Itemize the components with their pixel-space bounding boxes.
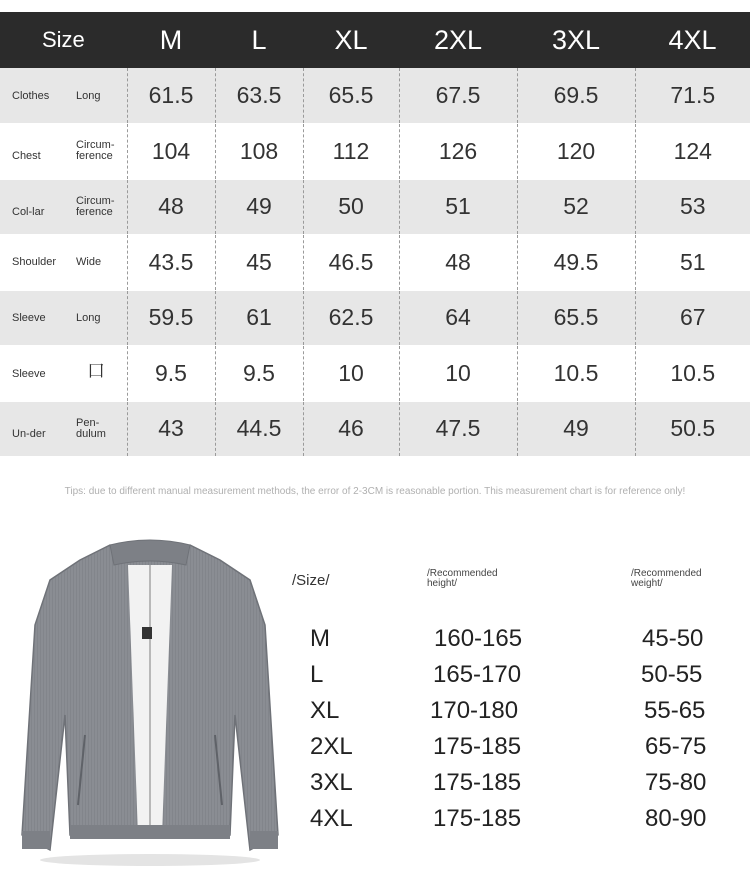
cell: 9.5 (215, 346, 303, 402)
cell: 46.5 (303, 235, 399, 291)
cell: 43.5 (127, 235, 215, 291)
cell: 10 (399, 346, 517, 402)
cell: 120 (517, 124, 635, 180)
label-sub: Long (76, 311, 101, 324)
measurement-tips: Tips: due to different manual measurement methods, the error of 2-3CM is reasonable portion. This measurement chart is for reference only! (64, 486, 686, 497)
rec-row (290, 733, 750, 769)
label-sub: Circum-ference (76, 139, 115, 163)
label-main: Chest (12, 150, 41, 163)
rec-row (290, 625, 750, 661)
cell: 49 (215, 179, 303, 235)
rec-weight: 55-65 (644, 697, 706, 724)
cell: 59.5 (127, 290, 215, 346)
rec-height: 170-180 (430, 697, 519, 724)
cell: 49 (517, 401, 635, 457)
rec-height: 175-185 (433, 805, 522, 832)
cell: 65.5 (517, 290, 635, 346)
cell: 67.5 (399, 68, 517, 124)
rec-size: M (310, 625, 330, 652)
cell: 65.5 (303, 68, 399, 124)
header-size-label: Size (0, 12, 127, 68)
rec-weight: 75-80 (645, 769, 707, 796)
row-label (0, 124, 127, 180)
cell: 53 (635, 179, 750, 235)
row-sleeve-long (0, 290, 750, 346)
cell: 61.5 (127, 68, 215, 124)
label-sub: Circum-ference (76, 194, 115, 218)
header-size-l: L (215, 12, 303, 68)
cell: 43 (127, 401, 215, 457)
cell: 10 (303, 346, 399, 402)
cell: 47.5 (399, 401, 517, 457)
rec-weight: 80-90 (645, 805, 707, 832)
cell: 52 (517, 179, 635, 235)
row-collar (0, 179, 750, 235)
rec-weight: 65-75 (645, 733, 707, 760)
row-shoulder (0, 235, 750, 291)
header-size-xl: XL (303, 12, 399, 68)
cell: 44.5 (215, 401, 303, 457)
cell: 50 (303, 179, 399, 235)
rec-weight: 45-50 (642, 625, 704, 652)
cell: 45 (215, 235, 303, 291)
label-sub: Long (76, 89, 101, 102)
row-label (0, 346, 127, 402)
label-sub: 口 (87, 361, 105, 382)
row-label (0, 68, 127, 124)
rec-height: 165-170 (433, 661, 522, 688)
rec-size: XL (310, 697, 340, 724)
row-under-pendulum (0, 401, 750, 457)
label-main: Sleeve (12, 311, 46, 324)
cell: 112 (303, 124, 399, 180)
cell: 69.5 (517, 68, 635, 124)
cell: 51 (635, 235, 750, 291)
cell: 46 (303, 401, 399, 457)
label-main: Un-der (12, 427, 46, 440)
rec-header-height: /Recommended height/ (427, 568, 498, 589)
rec-row (290, 805, 750, 841)
rec-size: L (310, 661, 324, 688)
cell: 10.5 (635, 346, 750, 402)
rec-header-weight: /Recommended weight/ (631, 568, 702, 589)
cell: 48 (399, 235, 517, 291)
cell: 104 (127, 124, 215, 180)
cell: 63.5 (215, 68, 303, 124)
label-sub: Pen-dulum (76, 416, 106, 440)
label-main: Clothes (12, 89, 50, 102)
cell: 126 (399, 124, 517, 180)
header-size-m: M (127, 12, 215, 68)
cell: 51 (399, 179, 517, 235)
rec-size: 3XL (310, 769, 353, 796)
row-label (0, 179, 127, 235)
recommendation-table (290, 565, 750, 865)
row-label (0, 401, 127, 457)
cell: 48 (127, 179, 215, 235)
cell: 124 (635, 124, 750, 180)
cell: 67 (635, 290, 750, 346)
cell: 50.5 (635, 401, 750, 457)
jacket-illustration (10, 535, 290, 870)
cell: 10.5 (517, 346, 635, 402)
row-label (0, 235, 127, 291)
rec-weight: 50-55 (641, 661, 703, 688)
rec-row (290, 697, 750, 733)
cell: 62.5 (303, 290, 399, 346)
header-size-3xl: 3XL (517, 12, 635, 68)
cell: 9.5 (127, 346, 215, 402)
row-label (0, 290, 127, 346)
cell: 61 (215, 290, 303, 346)
rec-height: 175-185 (433, 769, 522, 796)
rec-height: 175-185 (433, 733, 522, 760)
rec-size: 2XL (310, 733, 353, 760)
rec-row (290, 769, 750, 805)
cell: 108 (215, 124, 303, 180)
cell: 49.5 (517, 235, 635, 291)
rec-size: 4XL (310, 805, 353, 832)
header-size-2xl: 2XL (399, 12, 517, 68)
label-main: Sleeve (12, 368, 46, 381)
row-chest (0, 124, 750, 180)
row-clothes-long (0, 68, 750, 124)
label-main: Col-lar (12, 205, 45, 218)
label-sub: Wide (76, 256, 102, 269)
rec-header-size: /Size/ (292, 572, 330, 589)
row-sleeve-cuff (0, 346, 750, 402)
size-chart-header (0, 12, 750, 68)
cell: 64 (399, 290, 517, 346)
rec-height: 160-165 (434, 625, 523, 652)
size-chart-table (0, 12, 750, 457)
rec-row (290, 661, 750, 697)
cell: 71.5 (635, 68, 750, 124)
label-main: Shoulder (12, 256, 57, 269)
header-size-4xl: 4XL (635, 12, 750, 68)
